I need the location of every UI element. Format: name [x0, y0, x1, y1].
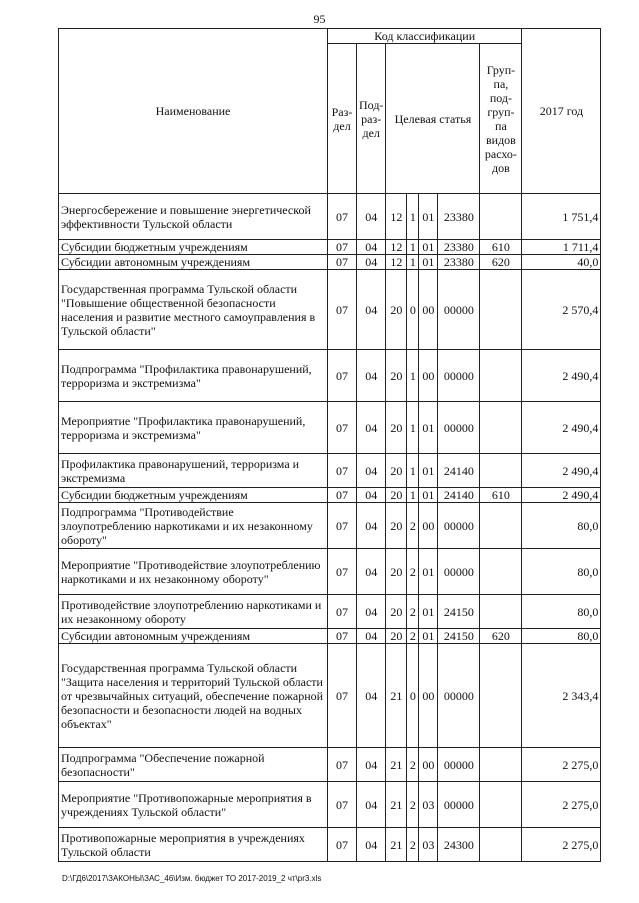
row-target-program: 12 [386, 194, 407, 240]
header-name: Наименование [59, 29, 328, 194]
row-amount: 1 751,4 [522, 194, 601, 240]
table-row [59, 194, 601, 240]
row-expense-group [480, 549, 522, 595]
row-amount: 2 275,0 [522, 782, 601, 828]
table-row [59, 454, 601, 488]
row-target-direction: 00000 [438, 350, 480, 402]
row-razdel: 07 [328, 629, 357, 644]
row-target-event: 01 [419, 595, 438, 629]
row-target-direction: 24150 [438, 595, 480, 629]
row-podrazdel: 04 [357, 194, 386, 240]
row-name: Подпрограмма "Профилактика правонарушений, терроризма и экстремизма" [59, 350, 328, 402]
row-target-direction: 00000 [438, 270, 480, 350]
table-row [59, 644, 601, 748]
row-name: Противопожарные мероприятия в учреждениях Тульской области [59, 828, 328, 862]
row-target-direction: 00000 [438, 402, 480, 454]
header-year: 2017 год [522, 29, 601, 194]
row-name: Субсидии автономным учреждениям [59, 255, 328, 270]
row-amount: 40,0 [522, 255, 601, 270]
row-target-direction: 00000 [438, 503, 480, 549]
row-razdel: 07 [328, 270, 357, 350]
row-target-direction: 23380 [438, 194, 480, 240]
row-target-event: 00 [419, 503, 438, 549]
table-row [59, 240, 601, 255]
row-target-program: 20 [386, 270, 407, 350]
row-target-event: 03 [419, 828, 438, 862]
table-row [59, 402, 601, 454]
row-target-direction: 00000 [438, 644, 480, 748]
row-target-event: 01 [419, 549, 438, 595]
row-name: Государственная программа Тульской области "Защита населения и территорий Тульской области от чрезвычайных ситуаций, обеспечение пожарной безопасности и безопасности людей на водных объектах" [59, 644, 328, 748]
row-target-program: 20 [386, 402, 407, 454]
row-expense-group [480, 402, 522, 454]
row-target-event: 01 [419, 255, 438, 270]
row-razdel: 07 [328, 828, 357, 862]
row-target-subprogram: 2 [407, 503, 419, 549]
row-expense-group [480, 644, 522, 748]
row-podrazdel: 04 [357, 255, 386, 270]
row-podrazdel: 04 [357, 828, 386, 862]
row-target-subprogram: 1 [407, 255, 419, 270]
row-target-event: 01 [419, 629, 438, 644]
row-amount: 2 275,0 [522, 828, 601, 862]
row-expense-group [480, 595, 522, 629]
row-target-program: 20 [386, 629, 407, 644]
row-expense-group [480, 828, 522, 862]
page-number: 95 [313, 12, 326, 26]
row-podrazdel: 04 [357, 782, 386, 828]
row-razdel: 07 [328, 255, 357, 270]
row-amount: 80,0 [522, 549, 601, 595]
row-target-subprogram: 2 [407, 595, 419, 629]
header-code-group: Код классификации [328, 29, 522, 44]
row-razdel: 07 [328, 488, 357, 503]
table-row [59, 748, 601, 782]
row-target-program: 12 [386, 255, 407, 270]
row-amount: 80,0 [522, 595, 601, 629]
row-amount: 2 490,4 [522, 350, 601, 402]
row-target-program: 21 [386, 644, 407, 748]
row-amount: 2 490,4 [522, 488, 601, 503]
row-razdel: 07 [328, 644, 357, 748]
row-expense-group [480, 503, 522, 549]
row-podrazdel: 04 [357, 270, 386, 350]
row-podrazdel: 04 [357, 240, 386, 255]
row-name: Подпрограмма "Противодействие злоупотреблению наркотиками и их незаконному обороту" [59, 503, 328, 549]
row-amount: 2 275,0 [522, 748, 601, 782]
row-target-program: 20 [386, 454, 407, 488]
row-target-program: 20 [386, 350, 407, 402]
row-target-program: 20 [386, 595, 407, 629]
row-razdel: 07 [328, 503, 357, 549]
row-podrazdel: 04 [357, 629, 386, 644]
row-target-direction: 23380 [438, 240, 480, 255]
row-amount: 2 570,4 [522, 270, 601, 350]
row-amount: 2 490,4 [522, 402, 601, 454]
row-target-event: 01 [419, 194, 438, 240]
row-name: Энергосбережение и повышение энергетической эффективности Тульской области [59, 194, 328, 240]
header-target: Целевая статья [386, 44, 480, 194]
row-target-subprogram: 1 [407, 240, 419, 255]
row-razdel: 07 [328, 549, 357, 595]
row-razdel: 07 [328, 350, 357, 402]
row-target-subprogram: 1 [407, 194, 419, 240]
row-expense-group [480, 194, 522, 240]
table-row [59, 782, 601, 828]
row-name: Подпрограмма "Обеспечение пожарной безопасности" [59, 748, 328, 782]
row-name: Мероприятие "Противопожарные мероприятия в учреждениях Тульской области" [59, 782, 328, 828]
row-razdel: 07 [328, 782, 357, 828]
row-target-event: 01 [419, 488, 438, 503]
row-target-subprogram: 0 [407, 270, 419, 350]
table-row [59, 503, 601, 549]
row-target-event: 01 [419, 240, 438, 255]
row-name: Профилактика правонарушений, терроризма и экстремизма [59, 454, 328, 488]
table-row [59, 549, 601, 595]
row-target-program: 21 [386, 782, 407, 828]
footer-file-path: D:\ГД6\2017\ЗАКОНЫ\ЗАС_46\Изм. бюджет ТО 2017-2019_2 чт\pr3.xls [62, 874, 322, 883]
row-expense-group: 610 [480, 488, 522, 503]
row-amount: 80,0 [522, 629, 601, 644]
header-row [59, 29, 601, 44]
row-target-subprogram: 1 [407, 488, 419, 503]
row-target-subprogram: 2 [407, 828, 419, 862]
row-razdel: 07 [328, 240, 357, 255]
row-target-subprogram: 2 [407, 629, 419, 644]
row-razdel: 07 [328, 595, 357, 629]
row-podrazdel: 04 [357, 503, 386, 549]
row-target-subprogram: 1 [407, 454, 419, 488]
row-expense-group [480, 270, 522, 350]
row-target-program: 21 [386, 748, 407, 782]
table-row [59, 270, 601, 350]
row-target-direction: 00000 [438, 549, 480, 595]
row-target-subprogram: 1 [407, 402, 419, 454]
table-row [59, 629, 601, 644]
row-target-program: 20 [386, 503, 407, 549]
row-podrazdel: 04 [357, 644, 386, 748]
row-expense-group: 620 [480, 629, 522, 644]
row-target-event: 00 [419, 748, 438, 782]
header-group: Груп- па, под- груп- па видов расхо- дов [480, 44, 522, 194]
table-row [59, 828, 601, 862]
budget-table [58, 28, 601, 862]
row-podrazdel: 04 [357, 350, 386, 402]
row-expense-group: 620 [480, 255, 522, 270]
row-amount: 2 490,4 [522, 454, 601, 488]
row-target-program: 21 [386, 828, 407, 862]
row-target-event: 01 [419, 402, 438, 454]
row-name: Мероприятие "Профилактика правонарушений, терроризма и экстремизма" [59, 402, 328, 454]
row-target-direction: 00000 [438, 782, 480, 828]
row-target-program: 12 [386, 240, 407, 255]
row-razdel: 07 [328, 194, 357, 240]
row-target-direction: 24300 [438, 828, 480, 862]
row-target-subprogram: 1 [407, 350, 419, 402]
header-podrazdel: Под- раз- дел [357, 44, 386, 194]
header-razdel: Раз- дел [328, 44, 357, 194]
table-row [59, 350, 601, 402]
row-amount: 2 343,4 [522, 644, 601, 748]
row-target-event: 00 [419, 270, 438, 350]
row-razdel: 07 [328, 748, 357, 782]
row-podrazdel: 04 [357, 748, 386, 782]
row-name: Мероприятие "Противодействие злоупотреблению наркотиками и их незаконному обороту" [59, 549, 328, 595]
row-target-direction: 00000 [438, 748, 480, 782]
row-podrazdel: 04 [357, 402, 386, 454]
row-podrazdel: 04 [357, 488, 386, 503]
row-target-direction: 24140 [438, 488, 480, 503]
row-name: Субсидии бюджетным учреждениям [59, 488, 328, 503]
row-razdel: 07 [328, 454, 357, 488]
row-target-direction: 24140 [438, 454, 480, 488]
row-target-program: 20 [386, 549, 407, 595]
row-target-subprogram: 2 [407, 549, 419, 595]
table-row [59, 595, 601, 629]
row-name: Субсидии автономным учреждениям [59, 629, 328, 644]
row-amount: 80,0 [522, 503, 601, 549]
table-row [59, 488, 601, 503]
row-podrazdel: 04 [357, 454, 386, 488]
row-target-event: 00 [419, 350, 438, 402]
row-name: Субсидии бюджетным учреждениям [59, 240, 328, 255]
row-name: Государственная программа Тульской области "Повышение общественной безопасности населения и развитие местного самоуправления в Тульской области" [59, 270, 328, 350]
row-target-event: 00 [419, 644, 438, 748]
row-expense-group [480, 454, 522, 488]
row-expense-group [480, 748, 522, 782]
row-expense-group [480, 782, 522, 828]
row-razdel: 07 [328, 402, 357, 454]
row-expense-group [480, 350, 522, 402]
row-podrazdel: 04 [357, 549, 386, 595]
row-target-direction: 23380 [438, 255, 480, 270]
row-podrazdel: 04 [357, 595, 386, 629]
row-name: Противодействие злоупотреблению наркотиками и их незаконному обороту [59, 595, 328, 629]
row-amount: 1 711,4 [522, 240, 601, 255]
row-target-subprogram: 2 [407, 748, 419, 782]
row-target-subprogram: 0 [407, 644, 419, 748]
row-target-program: 20 [386, 488, 407, 503]
row-expense-group: 610 [480, 240, 522, 255]
row-target-subprogram: 2 [407, 782, 419, 828]
row-target-event: 01 [419, 454, 438, 488]
row-target-event: 03 [419, 782, 438, 828]
table-row [59, 255, 601, 270]
row-target-direction: 24150 [438, 629, 480, 644]
